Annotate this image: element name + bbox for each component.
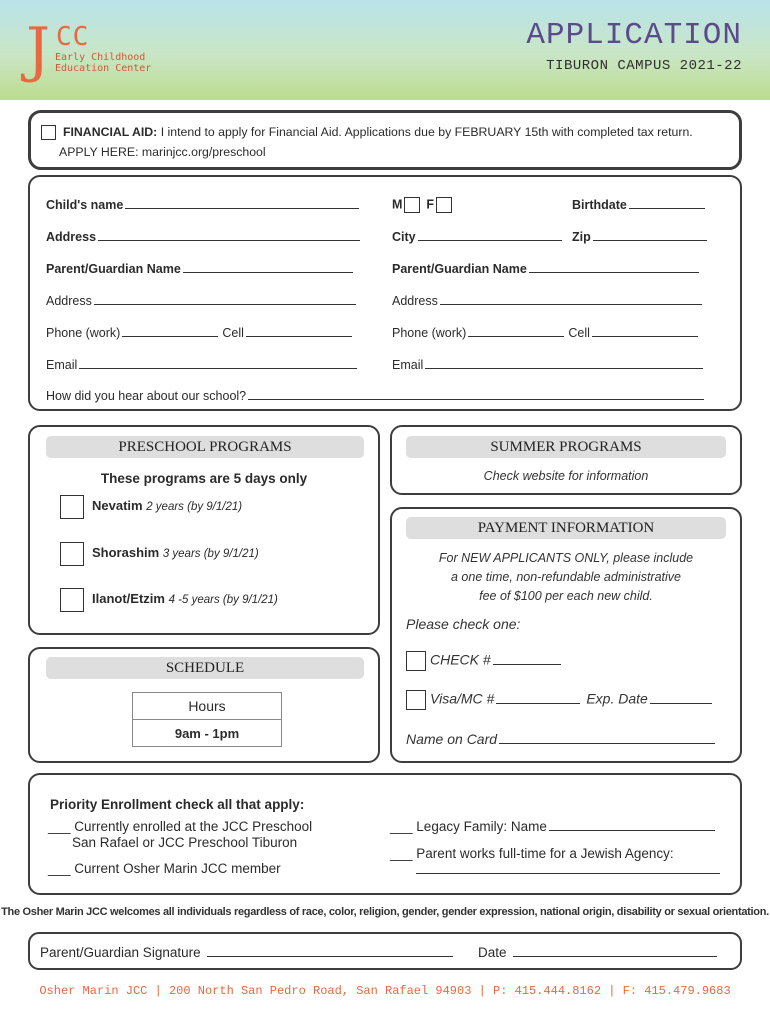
payment-exp-label: Exp. Date — [586, 690, 648, 707]
gender-f-checkbox[interactable] — [436, 197, 452, 213]
zip-field[interactable] — [572, 229, 707, 244]
nondiscrimination-statement: The Osher Marin JCC welcomes all individuals regardless of race, color, religion, gender, gender expression, national origin, disability or sexual orientation. — [1, 906, 769, 918]
financial-aid-label: FINANCIAL AID: — [63, 125, 158, 139]
address-field[interactable] — [46, 229, 360, 244]
program-ilanot-etzim[interactable] — [60, 588, 278, 612]
program-ilanot-etzim-checkbox[interactable] — [60, 588, 84, 612]
program-nevatim-label — [92, 498, 242, 513]
parent2-email-label: Email — [392, 358, 424, 372]
priority-parent-works[interactable] — [390, 846, 720, 878]
parent2-phone-field[interactable] — [392, 325, 698, 340]
financial-aid-apply-link[interactable]: APPLY HERE: marinjcc.org/preschool — [59, 145, 266, 159]
financial-aid-description: I intend to apply for Financial Aid. Applications due by FEBRUARY 15th with completed tax return. — [157, 125, 693, 139]
program-nevatim-age: 2 years (by 9/1/21) — [146, 501, 243, 513]
hours-table — [132, 692, 282, 747]
parent1-phone-label: Phone (work) — [46, 326, 121, 340]
parent1-address-field[interactable] — [46, 293, 356, 308]
priority-legacy-family[interactable] — [390, 819, 715, 835]
gender-f-label: F — [426, 197, 435, 212]
city-label: City — [392, 230, 416, 244]
program-shorashim-name: Shorashim — [92, 545, 160, 560]
priority-osher-member-label: Current Osher Marin JCC member — [74, 861, 281, 876]
parent1-phone-field[interactable] — [46, 325, 352, 340]
payment-name-on-card[interactable] — [406, 731, 715, 747]
childs-name-label: Child's name — [46, 198, 124, 212]
summer-programs-heading: SUMMER PROGRAMS — [406, 436, 726, 458]
logo-tagline-2: Education Center — [55, 63, 152, 74]
summer-programs-note: Check website for information — [483, 469, 649, 483]
payment-name-on-card-label: Name on Card — [406, 731, 498, 747]
page-title: APPLICATION — [526, 18, 742, 53]
payment-note-line2: a one time, non-refundable administrative — [451, 570, 681, 584]
address-label: Address — [46, 230, 97, 244]
priority-currently-enrolled-blank[interactable]: ___ — [48, 819, 71, 834]
page-subtitle: TIBURON CAMPUS 2021-22 — [546, 58, 742, 74]
payment-note-line3: fee of $100 per each new child. — [479, 589, 653, 603]
payment-note-line1: For NEW APPLICANTS ONLY, please include — [438, 551, 694, 565]
financial-aid-text — [63, 125, 693, 139]
childs-name-field[interactable] — [46, 197, 359, 212]
parent1-email-label: Email — [46, 358, 78, 372]
signature-date-label: Date — [478, 945, 507, 960]
parent1-cell-label: Cell — [222, 326, 244, 340]
birthdate-field[interactable] — [572, 197, 705, 212]
priority-currently-enrolled-line2: San Rafael or JCC Preschool Tiburon — [72, 835, 298, 850]
program-ilanot-etzim-name: Ilanot/Etzim — [92, 591, 165, 606]
parent1-name-field[interactable] — [46, 261, 353, 276]
program-shorashim-checkbox[interactable] — [60, 542, 84, 566]
payment-info-heading: PAYMENT INFORMATION — [406, 517, 726, 539]
priority-osher-member[interactable] — [48, 861, 281, 877]
program-nevatim-checkbox[interactable] — [60, 495, 84, 519]
parent1-email-field[interactable] — [46, 357, 357, 372]
priority-parent-works-label: Parent works full-time for a Jewish Agency: — [416, 846, 674, 861]
parent2-address-label: Address — [392, 294, 438, 308]
preschool-programs-subtitle: These programs are 5 days only — [100, 471, 308, 486]
parent2-address-field[interactable] — [392, 293, 702, 308]
summer-programs-box — [390, 425, 742, 495]
parent2-cell-label: Cell — [568, 326, 590, 340]
logo-letters: CC — [56, 22, 90, 52]
priority-enrollment-box — [28, 773, 742, 895]
priority-legacy-family-blank[interactable]: ___ — [390, 819, 413, 834]
gender-m-label: M — [392, 197, 403, 212]
logo-mark: J — [26, 15, 51, 85]
logo-tagline-1: Early Childhood — [55, 52, 146, 63]
header-banner — [0, 0, 770, 100]
priority-osher-member-blank[interactable]: ___ — [48, 861, 71, 876]
parent2-email-field[interactable] — [392, 357, 703, 372]
hear-about-field[interactable] — [46, 388, 704, 403]
program-nevatim-name: Nevatim — [92, 498, 143, 513]
footer-contact: Osher Marin JCC | 200 North San Pedro Road, San Rafael 94903 | P: 415.444.8162 | F: 415.479.9683 — [39, 984, 731, 998]
schedule-heading: SCHEDULE — [46, 657, 364, 679]
program-nevatim[interactable] — [60, 495, 243, 519]
child-info-box — [28, 175, 742, 411]
hours-header: Hours — [133, 693, 282, 720]
signature-label: Parent/Guardian Signature — [40, 945, 201, 960]
schedule-box — [28, 647, 380, 763]
signature-box — [28, 932, 742, 970]
parent2-phone-label: Phone (work) — [392, 326, 467, 340]
parent2-name-label: Parent/Guardian Name — [392, 262, 527, 276]
program-shorashim-label — [92, 545, 259, 560]
payment-visa-label: Visa/MC # — [430, 690, 495, 707]
parent2-name-field[interactable] — [392, 261, 699, 276]
priority-legacy-family-label: Legacy Family: Name — [416, 819, 547, 834]
payment-visa-option[interactable] — [406, 690, 712, 710]
payment-note — [392, 549, 740, 606]
jcc-logo — [26, 15, 166, 85]
preschool-programs-box — [28, 425, 380, 635]
priority-enrollment-title: Priority Enrollment check all that apply: — [50, 797, 305, 812]
gender-m-checkbox[interactable] — [404, 197, 420, 213]
payment-check-one-label: Please check one: — [406, 616, 521, 632]
preschool-programs-heading: PRESCHOOL PROGRAMS — [46, 436, 364, 458]
parent1-address-label: Address — [46, 294, 92, 308]
payment-check-checkbox[interactable] — [406, 651, 426, 671]
parent1-name-label: Parent/Guardian Name — [46, 262, 181, 276]
signature-date-field[interactable] — [478, 945, 717, 960]
hear-about-label: How did you hear about our school? — [46, 389, 247, 403]
financial-aid-box — [28, 110, 742, 170]
birthdate-label: Birthdate — [572, 198, 627, 212]
hours-value: 9am - 1pm — [133, 720, 282, 747]
program-shorashim-age: 3 years (by 9/1/21) — [162, 548, 259, 560]
program-ilanot-etzim-label — [92, 591, 278, 606]
financial-aid-checkbox[interactable] — [41, 125, 56, 140]
program-shorashim[interactable] — [60, 542, 259, 566]
priority-parent-works-blank[interactable]: ___ — [390, 846, 413, 861]
city-field[interactable] — [392, 229, 562, 244]
gender-field — [392, 197, 458, 213]
signature-field[interactable] — [40, 945, 453, 960]
zip-label: Zip — [572, 230, 591, 244]
payment-check-label: CHECK # — [430, 651, 491, 668]
payment-info-box — [390, 507, 742, 763]
payment-check-option[interactable] — [406, 651, 561, 671]
program-ilanot-etzim-age: 4 -5 years (by 9/1/21) — [168, 594, 278, 606]
priority-currently-enrolled[interactable] — [48, 819, 312, 851]
priority-currently-enrolled-line1: Currently enrolled at the JCC Preschool — [74, 819, 313, 834]
payment-visa-checkbox[interactable] — [406, 690, 426, 710]
